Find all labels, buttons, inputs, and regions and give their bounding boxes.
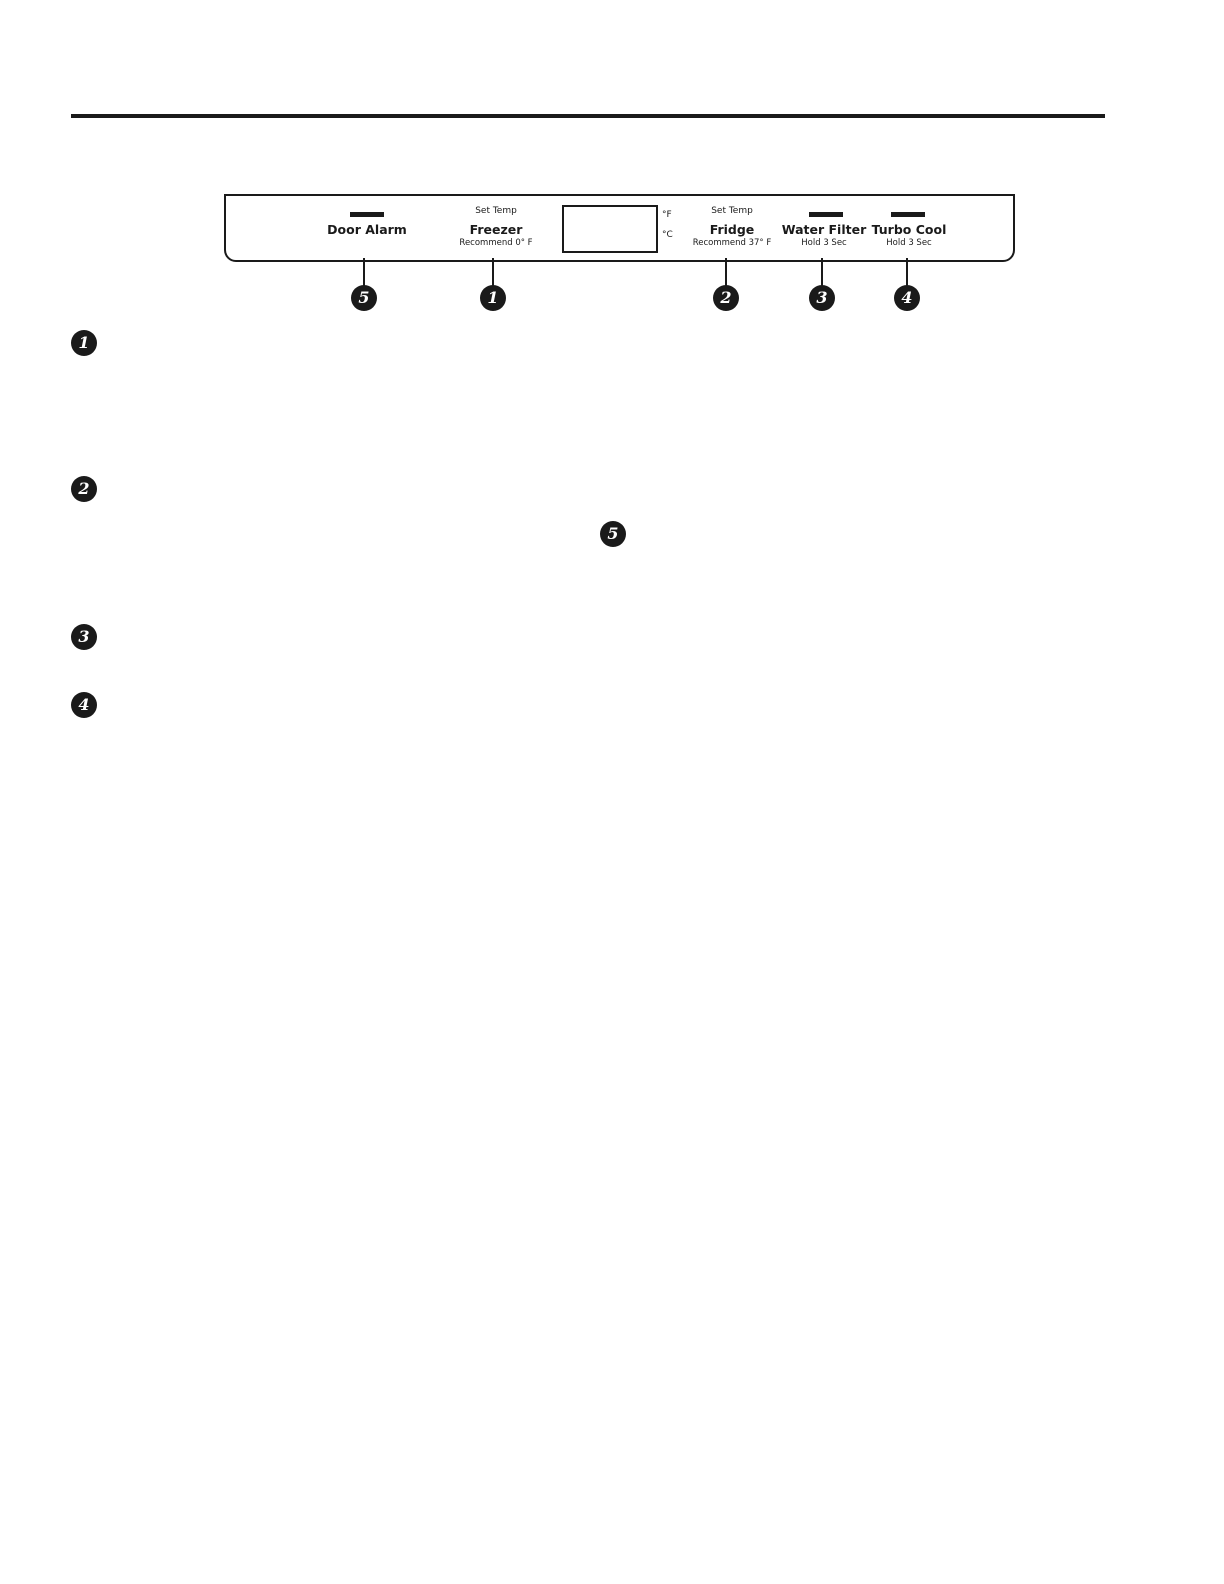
door-alarm-indicator	[350, 212, 384, 217]
turbo-cool-indicator	[891, 212, 925, 217]
section-marker-5: 5	[600, 521, 626, 547]
leader-turbo-cool	[906, 258, 908, 286]
freezer-set-temp-label: Set Temp	[475, 206, 517, 216]
section-marker-4: 4	[71, 692, 97, 718]
unit-fahrenheit: °F	[662, 210, 672, 220]
section-marker-1: 1	[71, 330, 97, 356]
callout-water-filter: 3	[809, 285, 835, 311]
water-filter-button[interactable]: Water Filter	[781, 222, 867, 237]
turbo-cool-hold-label: Hold 3 Sec	[886, 238, 932, 248]
section-marker-3: 3	[71, 624, 97, 650]
callout-door-alarm: 5	[351, 285, 377, 311]
door-alarm-button[interactable]: Door Alarm	[327, 222, 407, 237]
section-marker-2: 2	[71, 476, 97, 502]
leader-water-filter	[821, 258, 823, 286]
control-panel	[224, 194, 1015, 262]
freezer-button[interactable]: Freezer	[469, 222, 523, 237]
callout-turbo-cool: 4	[894, 285, 920, 311]
water-filter-hold-label: Hold 3 Sec	[801, 238, 847, 248]
leader-freezer	[492, 258, 494, 286]
freezer-recommend-label: Recommend 0° F	[459, 238, 533, 248]
temperature-display	[562, 205, 658, 253]
turbo-cool-button[interactable]: Turbo Cool	[871, 222, 947, 237]
water-filter-indicator	[809, 212, 843, 217]
callout-fridge: 2	[713, 285, 739, 311]
leader-fridge	[725, 258, 727, 286]
unit-celsius: °C	[662, 230, 673, 240]
fridge-button[interactable]: Fridge	[709, 222, 755, 237]
top-rule	[71, 114, 1105, 118]
fridge-recommend-label: Recommend 37° F	[692, 238, 772, 248]
leader-door-alarm	[363, 258, 365, 286]
callout-freezer: 1	[480, 285, 506, 311]
fridge-set-temp-label: Set Temp	[711, 206, 753, 216]
